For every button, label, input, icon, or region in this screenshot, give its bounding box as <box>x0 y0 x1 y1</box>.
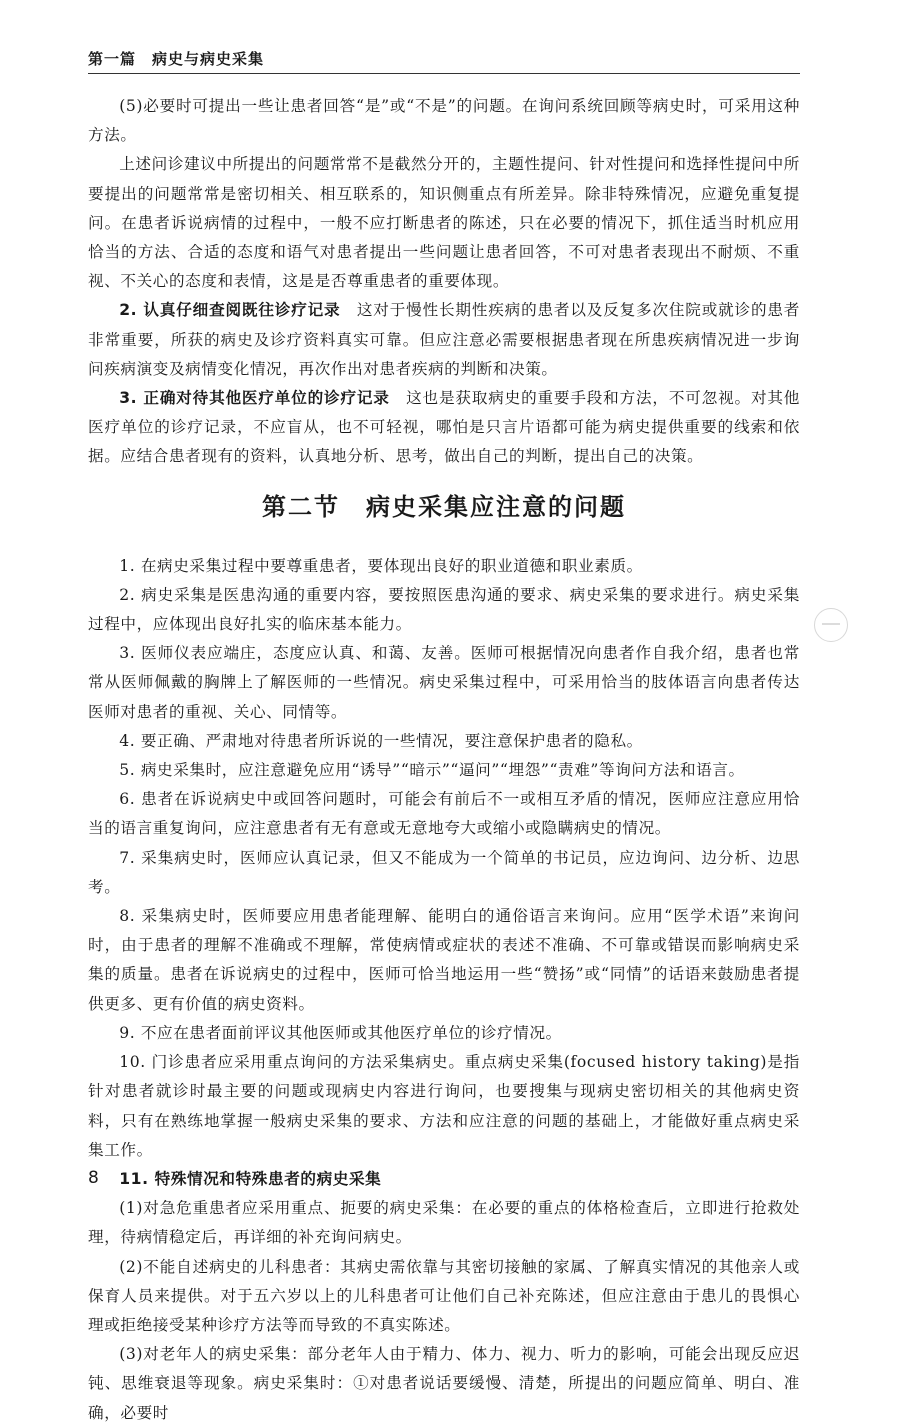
paragraph-text: 这也是获取病史的重要手段和方法，不可忽视。对其他医疗单位的诊疗记录，不应盲从，也不可轻视，哪怕是只言片语都可能为病史提供重要的线索和依据。应结合患者现有的资料，认真地分析、思考，做出自己的判断，提出自己的决策。 <box>88 389 800 466</box>
list-item: (3)对老年人的病史采集：部分老年人由于精力、体力、视力、听力的影响，可能会出现反应迟钝、思维衰退等现象。病史采集时：①对患者说话要缓慢、清楚，所提出的问题应简单、明白、准确，必要时 <box>88 1345 800 1422</box>
page-number: 8 <box>88 1168 99 1188</box>
paragraph <box>88 296 800 384</box>
list-item: 6. 患者在诉说病史中或回答问题时，可能会有前后不一或相互矛盾的情况，医师应注意应用恰当的语言重复询问，应注意患者有无有意或无意地夸大或缩小或隐瞒病史的情况。 <box>88 790 800 838</box>
paragraph: 上述问诊建议中所提出的问题常常不是截然分开的，主题性提问、针对性提问和选择性提问中所要提出的问题常常是密切相关、相互联系的，知识侧重点有所差异。除非特殊情况，应避免重复提问。在患者诉说病情的过程中，一般不应打断患者的陈述，只在必要的情况下，抓住适当时机应用恰当的方法、合适的态度和语气对患者提出一些问题让患者回答，不可对患者表现出不耐烦、不重视、不关心的态度和表情，这是是否尊重患者的重要体现。 <box>88 155 800 291</box>
list-item: 9. 不应在患者面前评议其他医师或其他医疗单位的诊疗情况。 <box>119 1023 562 1042</box>
paragraph: (5)必要时可提出一些让患者回答“是”或“不是”的问题。在询问系统回顾等病史时，可采用这种方法。 <box>88 97 800 145</box>
list-item: (1)对急危重患者应采用重点、扼要的病史采集：在必要的重点的体格检查后，立即进行抢救处理，待病情稳定后，再详细的补充询问病史。 <box>88 1199 800 1247</box>
list-item: 10. 门诊患者应采用重点询问的方法采集病史。重点病史采集(focused history taking)是指针对患者就诊时最主要的问题或现病史内容进行询问，也要搜集与现病史密切相关的其他病史资料，只有在熟练地掌握一般病史采集的要求、方法和应注意的问题的基础上，才能做好重点病史采集工作。 <box>88 1053 800 1159</box>
list-item: 4. 要正确、严肃地对待患者所诉说的一些情况，要注意保护患者的隐私。 <box>119 731 643 750</box>
subheading: 2. 认真仔细查阅既往诊疗记录 <box>119 301 341 320</box>
list-item: 3. 医师仪表应端庄，态度应认真、和蔼、友善。医师可根据情况向患者作自我介绍，患者也常常从医师佩戴的胸牌上了解医师的一些情况。病史采集过程中，可采用恰当的肢体语言向患者传达医师对患者的重视、关心、同情等。 <box>88 644 800 721</box>
list-item: 8. 采集病史时，医师要应用患者能理解、能明白的通俗语言来询问。应用“医学术语”来询问时，由于患者的理解不准确或不理解，常使病情或症状的表述不准确、不可靠或错误而影响病史采集的质量。患者在诉说病史的过程中，医师可恰当地运用一些“赞扬”或“同情”的话语来鼓励患者提供更多、更有价值的病史资料。 <box>88 907 800 1013</box>
list-item: 2. 病史采集是医患沟通的重要内容，要按照医患沟通的要求、病史采集的要求进行。病史采集过程中，应体现出良好扎实的临床基本能力。 <box>88 585 800 634</box>
subheading: 11. 特殊情况和特殊患者的病史采集 <box>119 1169 382 1188</box>
paragraph-text: 这对于慢性长期性疾病的患者以及反复多次住院或就诊的患者非常重要，所获的病史及诊疗资料真实可靠。但应注意必需要根据患者现在所患疾病情况进一步询问疾病演变及病情变化情况，再次作出对患者疾病的判断和决策。 <box>88 301 801 378</box>
subheading: 3. 正确对待其他医疗单位的诊疗记录 <box>119 389 390 408</box>
list-item: (2)不能自述病史的儿科患者：其病史需依靠与其密切接触的家属、了解真实情况的其他亲人或保育人员来提供。对于五六岁以上的儿科患者可让他们自己补充陈述，但应注意由于患儿的畏惧心理或拒绝接受某种诊疗方法等而导致的不真实陈述。 <box>88 1257 800 1334</box>
list-item: 1. 在病史采集过程中要尊重患者，要体现出良好的职业道德和职业素质。 <box>119 556 643 575</box>
list-item: 7. 采集病史时，医师应认真记录，但又不能成为一个简单的书记员，应边询问、边分析、边思考。 <box>88 848 800 896</box>
watermark-stamp-icon <box>814 608 848 642</box>
running-head: 第一篇 病史与病史采集 <box>88 50 265 68</box>
header-rule <box>88 73 800 74</box>
list-item <box>88 1165 800 1194</box>
paragraph <box>88 384 800 472</box>
page-body <box>88 92 800 1428</box>
section-title <box>88 490 800 524</box>
list-item: 5. 病史采集时，应注意避免应用“诱导”“暗示”“逼问”“埋怨”“责难”等询问方法和语言。 <box>119 761 745 780</box>
section-number: 第二节 <box>262 492 340 521</box>
section-heading: 病史采集应注意的问题 <box>366 492 626 521</box>
